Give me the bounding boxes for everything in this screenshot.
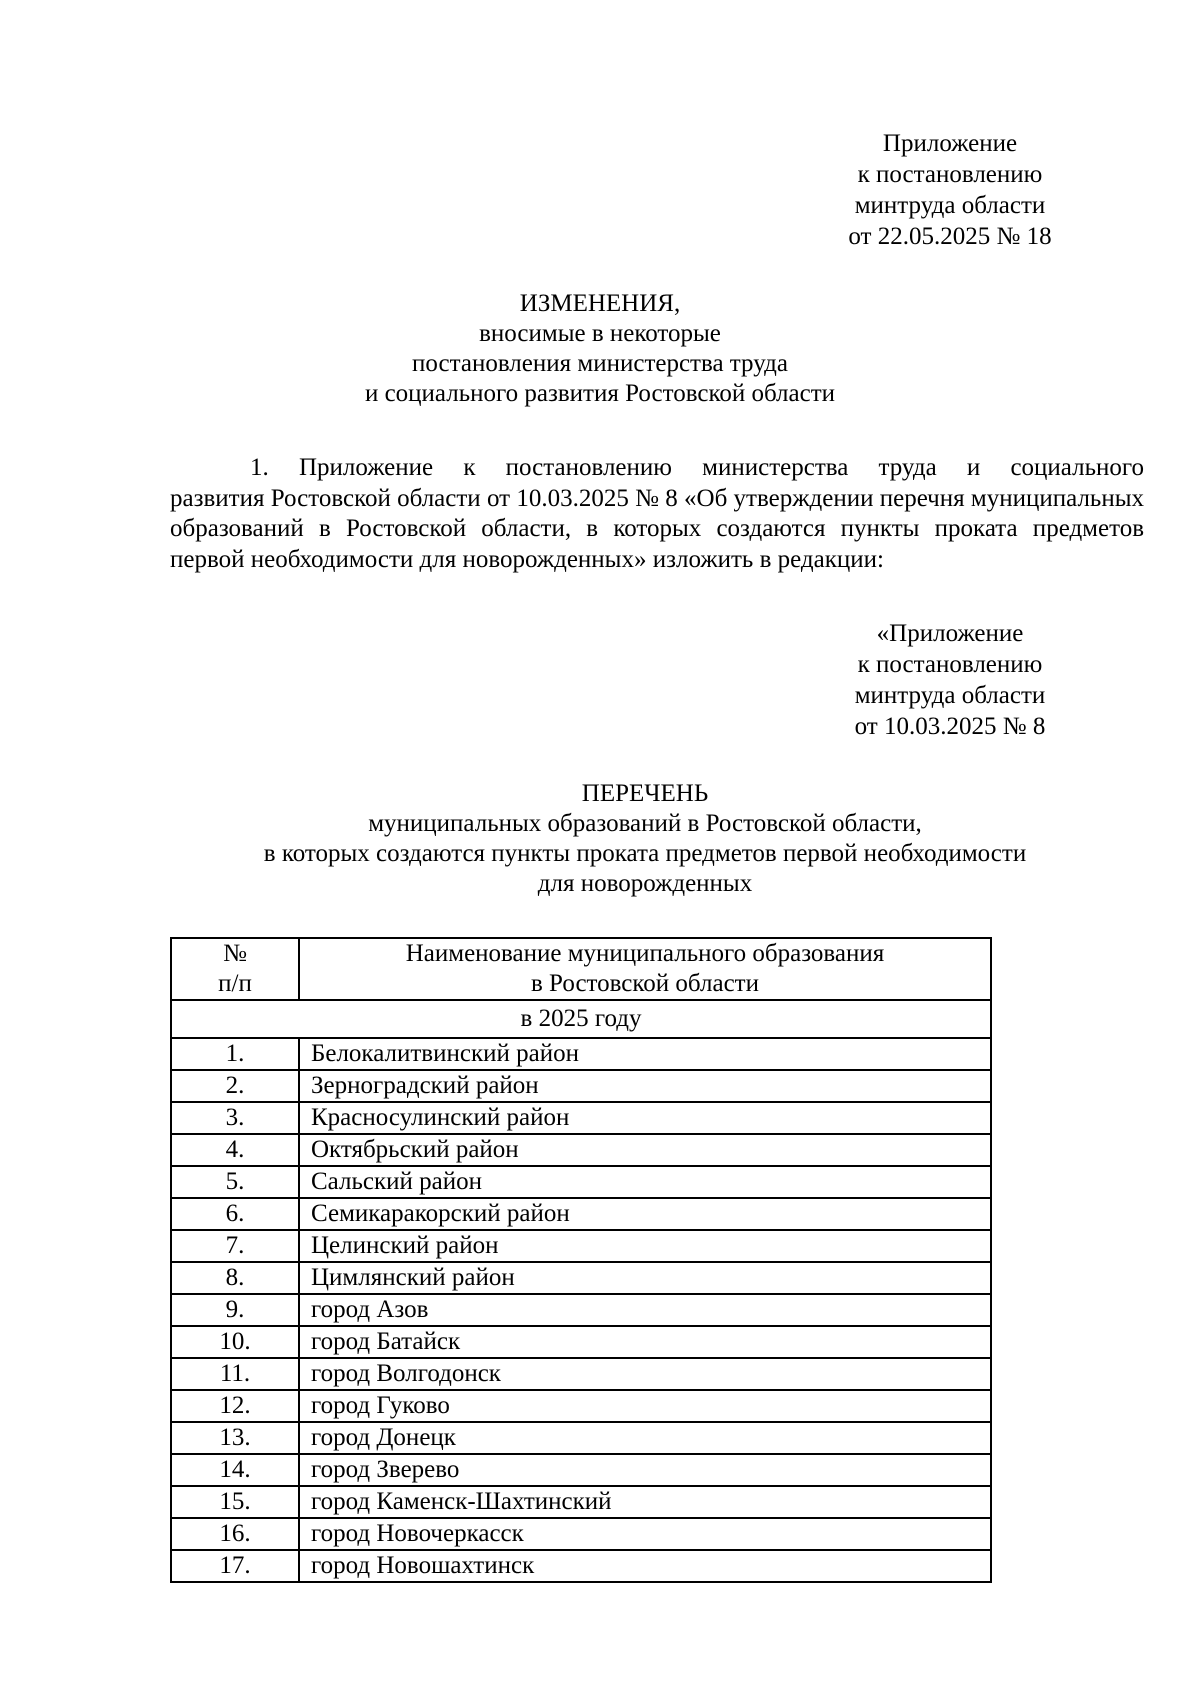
row-number: 7. — [171, 1230, 299, 1262]
approval-line: к постановлению — [857, 161, 1043, 188]
changes-title: ИЗМЕНЕНИЯ, — [519, 290, 681, 317]
row-municipality-name: Белокалитвинский район — [299, 1038, 991, 1070]
inner-approval-line: к постановлению — [857, 651, 1043, 678]
row-municipality-name: город Новочеркасск — [299, 1518, 991, 1550]
table-row — [171, 1166, 991, 1198]
table-row — [171, 1326, 991, 1358]
amendment-paragraph — [170, 453, 1144, 575]
section-year: в 2025 году — [171, 1000, 991, 1038]
approval-line: Приложение — [882, 130, 1018, 157]
table-row — [171, 1390, 991, 1422]
table-header-row — [171, 938, 991, 1000]
table-row — [171, 1454, 991, 1486]
approval-stamp — [840, 128, 1060, 252]
header-number — [171, 938, 299, 1000]
header-name-line: Наименование муниципального образования — [405, 940, 885, 967]
table-row — [171, 1518, 991, 1550]
row-municipality-name: город Донецк — [299, 1422, 991, 1454]
header-name-line: в Ростовской области — [531, 970, 759, 997]
row-municipality-name: Октябрьский район — [299, 1134, 991, 1166]
table-row — [171, 1294, 991, 1326]
row-municipality-name: Цимлянский район — [299, 1262, 991, 1294]
row-municipality-name: город Батайск — [299, 1326, 991, 1358]
row-municipality-name: Зерноградский район — [299, 1070, 991, 1102]
section-row — [171, 1000, 991, 1038]
row-municipality-name: Сальский район — [299, 1166, 991, 1198]
list-subtitle: для новорожденных — [537, 870, 753, 897]
row-number: 17. — [171, 1550, 299, 1582]
row-number: 10. — [171, 1326, 299, 1358]
row-number: 4. — [171, 1134, 299, 1166]
row-municipality-name: город Гуково — [299, 1390, 991, 1422]
table-row — [171, 1422, 991, 1454]
row-number: 11. — [171, 1358, 299, 1390]
table-row — [171, 1358, 991, 1390]
table-row — [171, 1038, 991, 1070]
row-number: 12. — [171, 1390, 299, 1422]
table-row — [171, 1230, 991, 1262]
inner-approval-stamp — [840, 618, 1060, 742]
paragraph-first-line: 1. Приложение к постановлению министерства труда и социального — [250, 454, 1144, 481]
inner-approval-date: от 10.03.2025 № 8 — [854, 713, 1046, 740]
table-row — [171, 1198, 991, 1230]
row-number: 15. — [171, 1486, 299, 1518]
table-row — [171, 1262, 991, 1294]
inner-approval-line: «Приложение — [876, 620, 1024, 647]
row-number: 5. — [171, 1166, 299, 1198]
changes-subtitle: и социального развития Ростовской области — [364, 380, 836, 407]
row-number: 2. — [171, 1070, 299, 1102]
paragraph-body: развития Ростовской области от 10.03.2025 № 8 «Об утверждении перечня муниципальных образований в Ростовской области, в которых создаются пункты проката предметов первой необходимости для новорожденных» изложить в редакции: — [170, 484, 1144, 573]
row-number: 8. — [171, 1262, 299, 1294]
table-row — [171, 1102, 991, 1134]
row-municipality-name: Красносулинский район — [299, 1102, 991, 1134]
row-number: 14. — [171, 1454, 299, 1486]
header-name — [299, 938, 991, 1000]
header-number-line: № — [223, 940, 247, 967]
municipalities-table — [170, 937, 992, 1583]
row-municipality-name: Целинский район — [299, 1230, 991, 1262]
row-number: 1. — [171, 1038, 299, 1070]
list-title: ПЕРЕЧЕНЬ — [581, 780, 709, 807]
row-municipality-name: Семикаракорский район — [299, 1198, 991, 1230]
row-municipality-name: город Волгодонск — [299, 1358, 991, 1390]
table-row — [171, 1070, 991, 1102]
row-municipality-name: город Новошахтинск — [299, 1550, 991, 1582]
row-municipality-name: город Каменск-Шахтинский — [299, 1486, 991, 1518]
changes-subtitle: постановления министерства труда — [412, 350, 788, 377]
row-number: 6. — [171, 1198, 299, 1230]
row-number: 9. — [171, 1294, 299, 1326]
row-municipality-name: город Азов — [299, 1294, 991, 1326]
list-heading — [160, 779, 1130, 899]
inner-approval-line: минтруда области — [854, 682, 1046, 709]
changes-subtitle: вносимые в некоторые — [479, 320, 721, 347]
approval-date: от 22.05.2025 № 18 — [848, 223, 1052, 250]
table-row — [171, 1134, 991, 1166]
changes-heading — [160, 289, 1040, 409]
table-row — [171, 1550, 991, 1582]
header-number-line: п/п — [218, 970, 252, 997]
row-municipality-name: город Зверево — [299, 1454, 991, 1486]
row-number: 13. — [171, 1422, 299, 1454]
approval-line: минтруда области — [854, 192, 1046, 219]
row-number: 16. — [171, 1518, 299, 1550]
list-subtitle: муниципальных образований в Ростовской области, — [368, 810, 922, 837]
row-number: 3. — [171, 1102, 299, 1134]
table-row — [171, 1486, 991, 1518]
list-subtitle: в которых создаются пункты проката предметов первой необходимости — [263, 840, 1027, 867]
